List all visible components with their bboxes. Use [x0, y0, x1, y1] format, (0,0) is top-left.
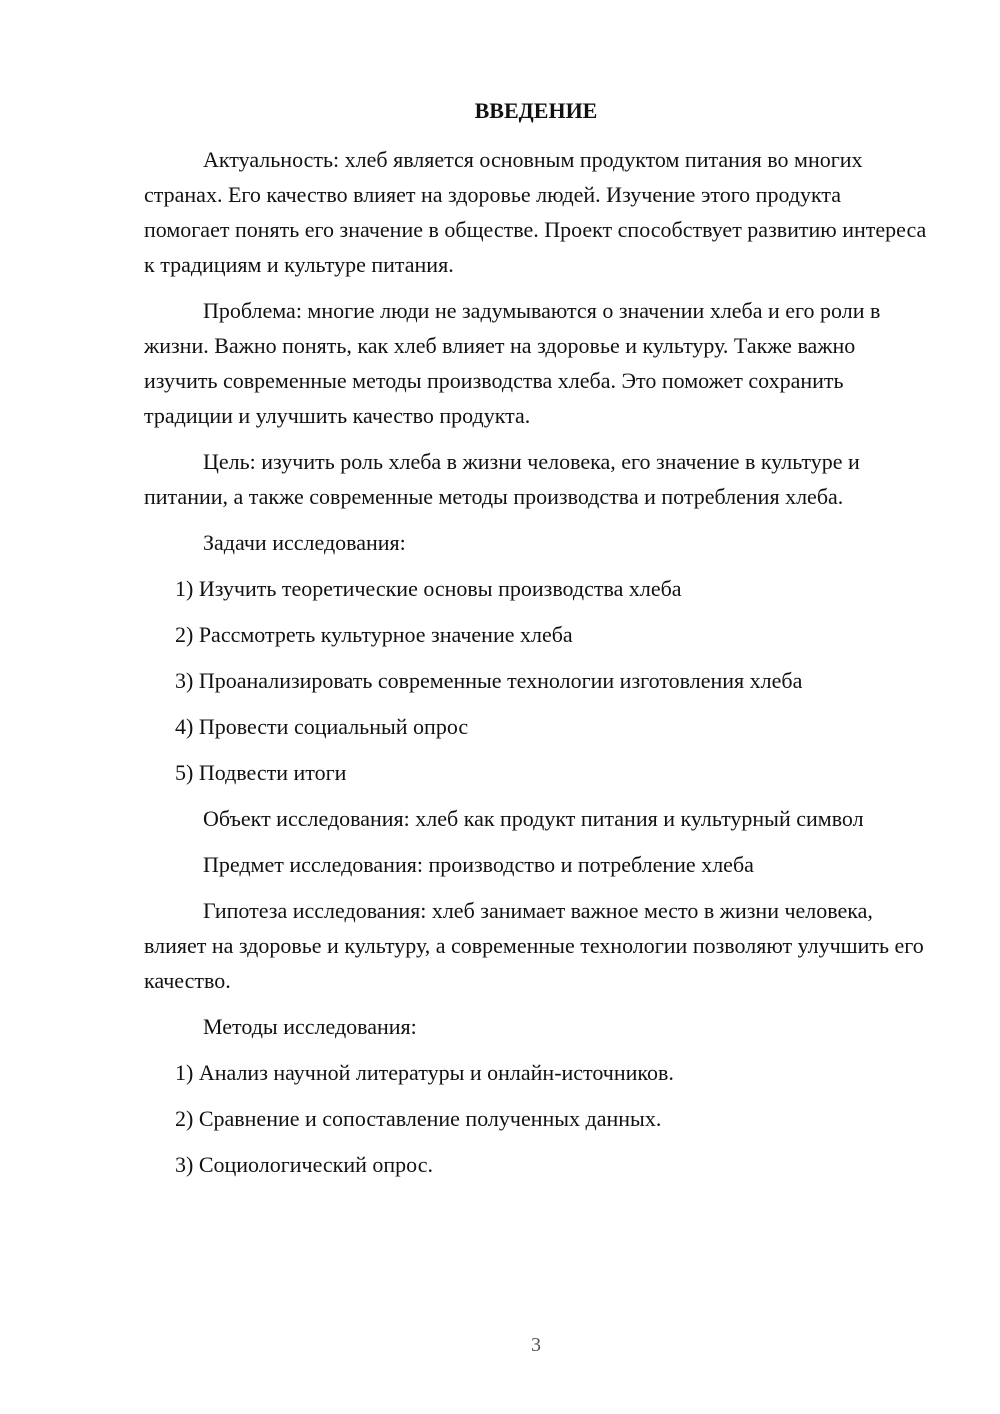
hypothesis-paragraph: Гипотеза исследования: хлеб занимает важное место в жизни человека, влияет на здоровье и культуру, а современные технологии позволяют улучшить его качество.	[144, 898, 924, 993]
page-heading: ВВЕДЕНИЕ	[474, 98, 598, 123]
subject-paragraph: Предмет исследования: производство и потребление хлеба	[203, 852, 754, 877]
task-item: 3) Проанализировать современные технологии изготовления хлеба	[175, 668, 803, 693]
object-paragraph: Объект исследования: хлеб как продукт питания и культурный символ	[203, 806, 864, 831]
method-item: 1) Анализ научной литературы и онлайн-источников.	[175, 1060, 674, 1085]
method-item: 2) Сравнение и сопоставление полученных данных.	[175, 1106, 662, 1131]
method-item: 3) Социологический опрос.	[175, 1152, 433, 1177]
document-body	[144, 142, 928, 1193]
relevance-paragraph: Актуальность: хлеб является основным продуктом питания во многих странах. Его качество влияет на здоровье людей. Изучение этого продукта помогает понять его значение в обществе. Проект способствует развитию интереса к традициям и культуре питания.	[144, 147, 927, 277]
task-item: 2) Рассмотреть культурное значение хлеба	[175, 622, 573, 647]
task-item: 1) Изучить теоретические основы производства хлеба	[175, 576, 682, 601]
task-item: 5) Подвести итоги	[175, 760, 347, 785]
task-item: 4) Провести социальный опрос	[175, 714, 469, 739]
methods-title: Методы исследования:	[203, 1014, 417, 1039]
goal-paragraph: Цель: изучить роль хлеба в жизни человека, его значение в культуре и питании, а также современные методы производства и потребления хлеба.	[144, 449, 860, 509]
page-number: 3	[531, 1334, 541, 1356]
tasks-title: Задачи исследования:	[203, 530, 406, 555]
problem-paragraph: Проблема: многие люди не задумываются о значении хлеба и его роли в жизни. Важно понять, как хлеб влияет на здоровье и культуру. Также важно изучить современные методы производства хлеба. Это поможет сохранить традиции и улучшить качество продукта.	[144, 298, 881, 428]
